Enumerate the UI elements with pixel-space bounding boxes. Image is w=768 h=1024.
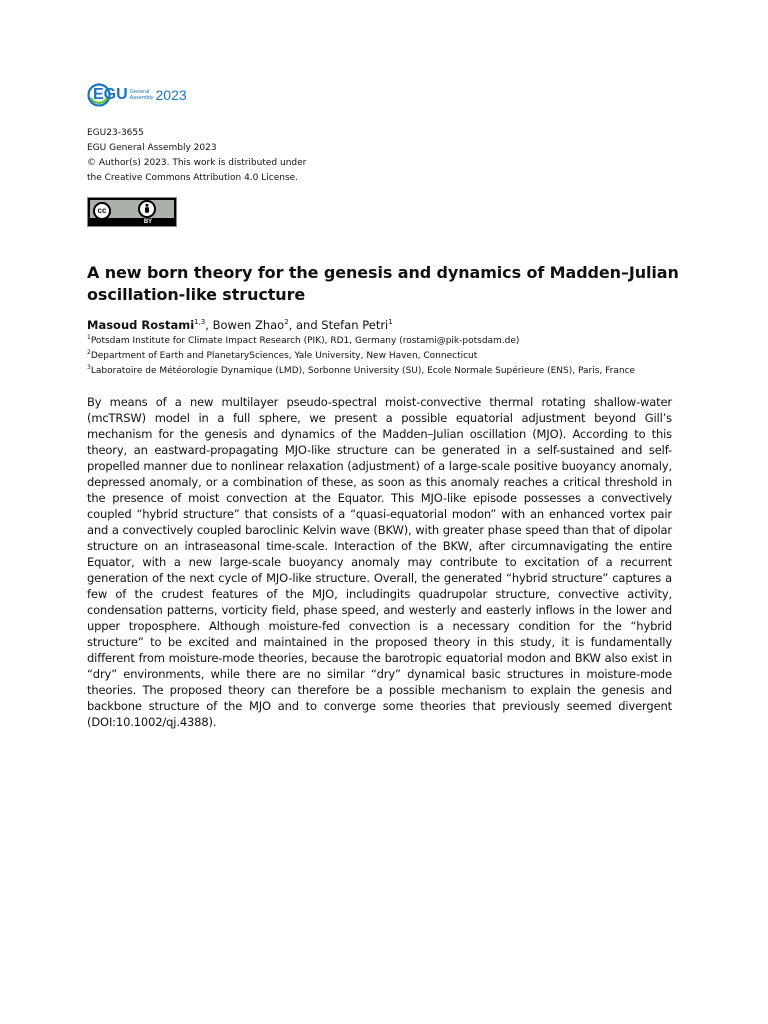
author-affiliation-ref: 1: [388, 318, 393, 327]
logo-brand: EGU: [93, 86, 128, 103]
affiliation-text: Laboratoire de Météorologie Dynamique (LMD), Sorbonne University (SU), Ecole Normale Supérieure (ENS), Paris, France: [90, 366, 636, 376]
event-name: EGU General Assembly 2023: [87, 143, 217, 153]
by-label: BY: [143, 219, 153, 225]
cc-icon: cc: [93, 202, 111, 220]
copyright-line: © Author(s) 2023. This work is distributed under: [87, 158, 307, 168]
affiliation-number: 2: [87, 349, 91, 356]
affiliation-number: 3: [87, 364, 91, 371]
logo-brand-line2: Assembly: [129, 95, 154, 101]
author-affiliation-ref: 1,3: [194, 318, 206, 327]
license-line: the Creative Commons Attribution 4.0 License.: [87, 173, 299, 183]
attribution-person-icon: [138, 200, 156, 218]
abstract-body: By means of a new multilayer pseudo-spectral moist-convective thermal rotating shallow-water (mcTRSW) model in a full sphere, we present a possible equatorial adjustment beyond Gill’s mechanism for the genesis and dynamics of the Madden–Julian oscillation (MJO). According to this theory, an eastward-propagating MJO-like structure can be generated in a self-sustained and self-propelled manner due to nonlinear relaxation (adjustment) of a large-scale positive buoyancy anomaly, depressed anomaly, or a combination of these, as soon as this anomaly reaches a critical threshold in the presence of moist convection at the Equator. This MJO-like episode possesses a convectively coupled “hybrid structure” that consists of a “quasi-equatorial modon” with an enhanced vortex pair and a convectively coupled baroclinic Kelvin wave (BKW), with greater phase speed than that of dipolar structure on an intraseasonal time-scale. Interaction of the BKW, after circumnavigating the entire Equator, with a new large-scale buoyancy anomaly may contribute to excitation of a recurrent generation of the next cycle of MJO-like structure. Overall, the generated “hybrid structure” captures a few of the crudest features of the MJO, includingits quadrupolar structure, convective activity, condensation patterns, vorticity field, phase speed, and westerly and easterly inflows in the lower and upper troposphere. Although moisture-fed convection is a necessary condition for the “hybrid structure” to be excited and maintained in the proposed theory in this study, it is fundamentally different from moisture-mode theories, because the barotropic equatorial modon and BKW also exist in “dry” environments, while there are no similar “dry” dynamical basic structures in moisture-mode theories. The proposed theory can therefore be a possible mechanism to explain the genesis and backbone structure of the MJO and to converge some theories that previously seemed divergent (DOI:10.1002/qj.4388).: [87, 395, 672, 729]
affiliation-text: Potsdam Institute for Climate Impact Research (PIK), RD1, Germany (rostami@pik-potsdam.de): [90, 336, 520, 346]
affiliation-text: Department of Earth and PlanetarySciences, Yale University, New Haven, Connecticut: [90, 351, 478, 361]
author-list: [87, 317, 393, 333]
affiliation-item: [87, 349, 635, 364]
paper-title: A new born theory for the genesis and dynamics of Madden–Julian oscillation-like structure: [87, 263, 679, 304]
abstract-meta: [87, 126, 306, 186]
egu-logo: [87, 82, 187, 108]
abstract-id: EGU23-3655: [87, 128, 144, 138]
logo-brand-line1: General: [129, 89, 150, 95]
affiliation-list: [87, 334, 635, 379]
affiliation-item: [87, 334, 635, 349]
affiliation-item: [87, 364, 635, 379]
lead-author: Masoud Rostami: [87, 318, 195, 332]
author-text: , Bowen Zhao: [205, 318, 285, 332]
cc-by-license-badge[interactable]: [87, 197, 177, 227]
egu-globe-icon: [87, 83, 111, 107]
logo-year: 2023: [155, 87, 187, 103]
author-affiliation-ref: 2: [284, 318, 289, 327]
affiliation-number: 1: [87, 334, 91, 341]
author-text: , and Stefan Petri: [288, 318, 389, 332]
